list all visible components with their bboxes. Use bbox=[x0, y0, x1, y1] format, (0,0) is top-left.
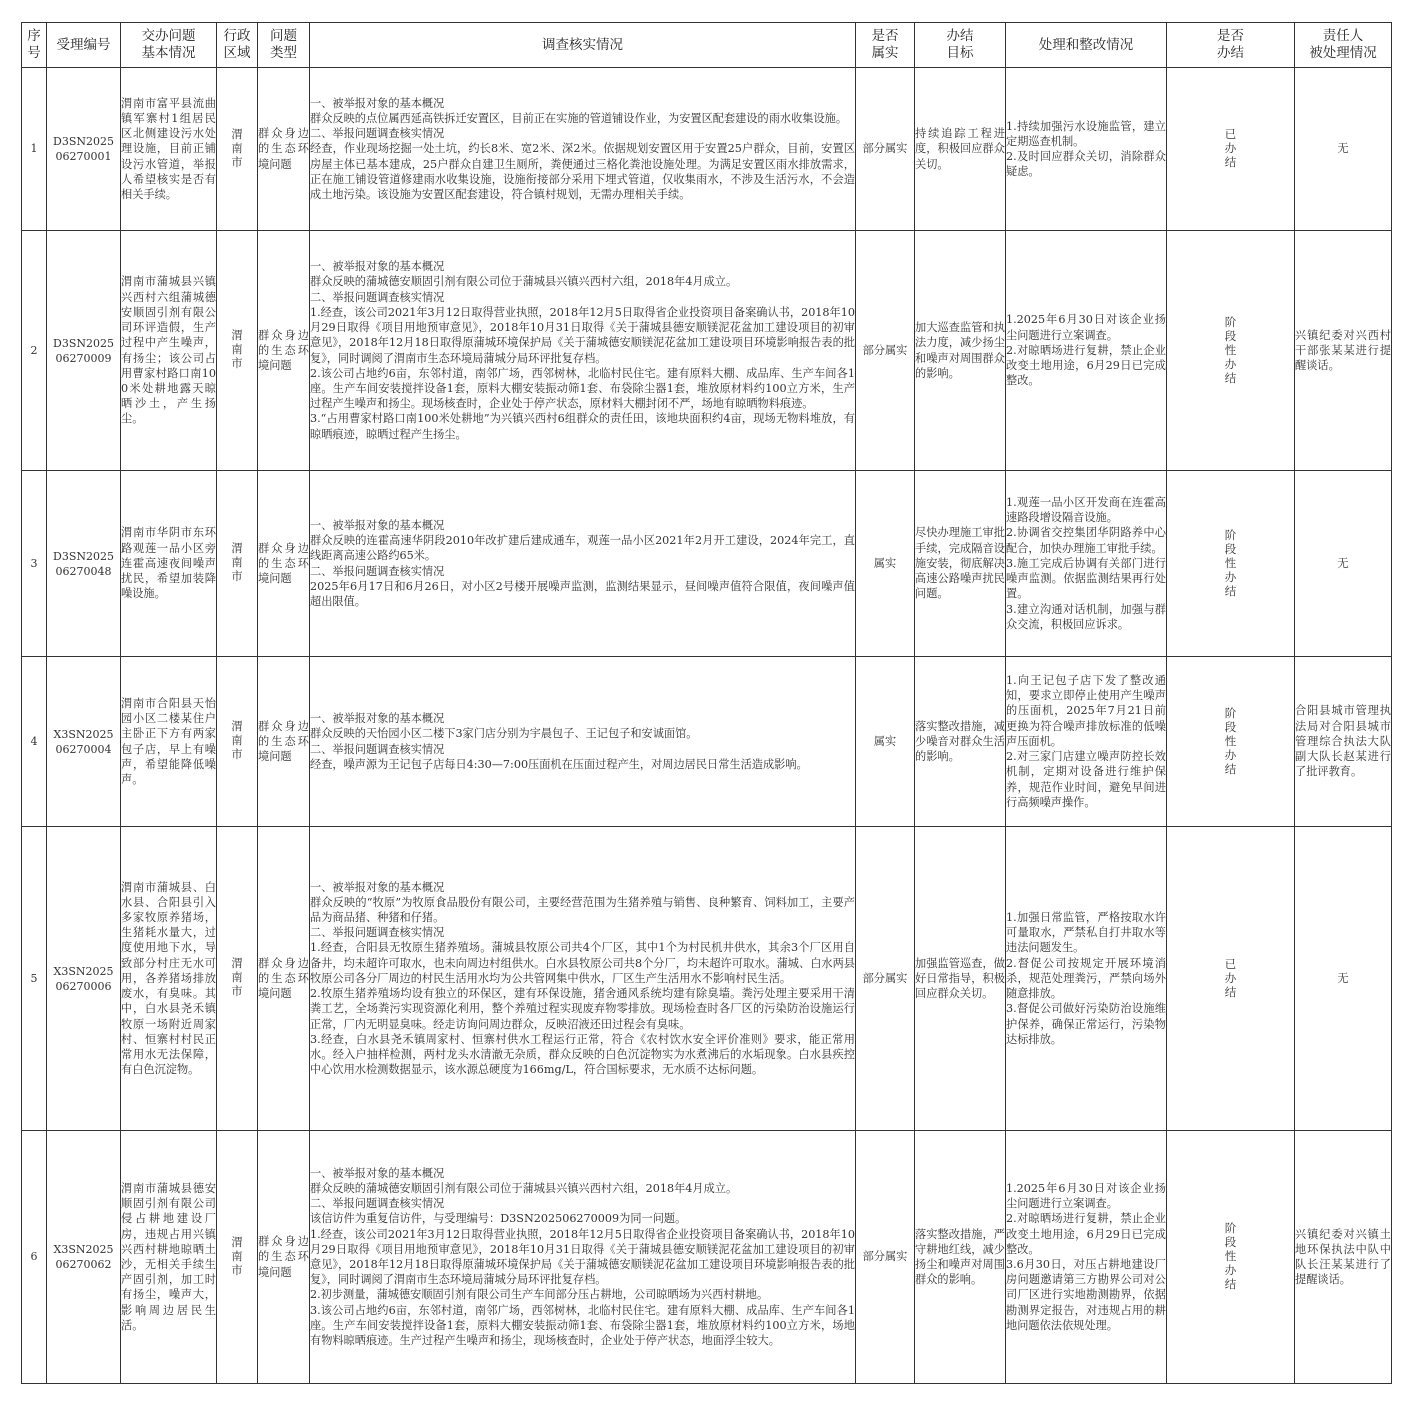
header-id: 受理编号 bbox=[47, 23, 121, 68]
row-closed: 阶段性办结 bbox=[1224, 314, 1237, 385]
row-region-cell bbox=[217, 231, 258, 471]
row-region-cell bbox=[217, 471, 258, 657]
row-issue: 渭南市蒲城县、白水县、合阳县引入多家牧原养猪场，生猪耗水量大，过度使用地下水，导致部分村庄无水可用，各养猪场排放废水，有臭味。其中，白水县尧禾镇牧原一场附近周家村、恒寨村村民正常用水无法保障，有白色沉淀物。 bbox=[121, 827, 217, 1131]
row-id: X3SN2025 06270062 bbox=[47, 1131, 121, 1384]
row-type: 群众身边的生态环境问题 bbox=[258, 1131, 310, 1384]
header-verified: 是否 属实 bbox=[856, 23, 915, 68]
row-seq: 4 bbox=[22, 657, 47, 827]
row-region: 渭南市 bbox=[231, 1235, 243, 1277]
header-type: 问题 类型 bbox=[258, 23, 310, 68]
row-closed: 阶段性办结 bbox=[1224, 527, 1237, 598]
row-type: 群众身边的生态环境问题 bbox=[258, 471, 310, 657]
row-region: 渭南市 bbox=[231, 957, 243, 999]
row-verified: 部分属实 bbox=[856, 827, 915, 1131]
row-goal: 持续追踪工程进度，积极回应群众关切。 bbox=[915, 68, 1006, 231]
header-goal: 办结 目标 bbox=[915, 23, 1006, 68]
row-goal: 落实整改措施，严守耕地红线，减少扬尘和噪声对周围群众的影响。 bbox=[915, 1131, 1006, 1384]
table-row bbox=[22, 68, 1392, 231]
row-closed: 阶段性办结 bbox=[1224, 705, 1237, 776]
row-id: D3SN2025 06270009 bbox=[47, 231, 121, 471]
row-investigation: 一、被举报对象的基本概况 群众反映的点位属西延高铁拆迁安置区，目前正在实施的管道铺设作业，为安置区配套建设的雨水收集设施。 二、举报问题调查核实情况 经查，作业现场挖掘一处土坑，约长8米、宽2米、深2米。依据规划安置区用于安置25户群众，目前，安置区房屋主体已基本建成，25户群众自建卫生厕所，粪便通过三格化粪池设施处理。为满足安置区雨水排放需求，正在施工铺设管道修建雨水收集设施，设施衔接部分采用下埋式管道，仅收集雨水，不涉及生活污水，不会造成土地污染。该设施为安置区配套建设，符合镇村规划，无需办理相关手续。 bbox=[310, 68, 856, 231]
row-closed: 已办结 bbox=[1224, 956, 1237, 999]
row-issue: 渭南市华阴市东环路观莲一品小区旁连霍高速夜间噪声扰民，希望加装降噪设施。 bbox=[121, 471, 217, 657]
row-region-cell bbox=[217, 1131, 258, 1384]
row-verified: 部分属实 bbox=[856, 1131, 915, 1384]
row-seq: 6 bbox=[22, 1131, 47, 1384]
row-region: 渭南市 bbox=[231, 720, 243, 762]
table-row bbox=[22, 231, 1392, 471]
row-closed-cell bbox=[1167, 68, 1295, 231]
row-handling: 1.加强日常监管，严格按取水许可量取水，严禁私自打井取水等违法问题发生。 2.督促公司按规定开展环境消杀，规范处理粪污，严禁向场外随意排放。 3.督促公司做好污染防治设施维护保养，确保正常运行，污染物达标排放。 bbox=[1006, 827, 1167, 1131]
row-goal: 落实整改措施，减少噪音对群众生活的影响。 bbox=[915, 657, 1006, 827]
row-issue: 渭南市蒲城县兴镇兴西村六组蒲城德安顺固引剂有限公司环评造假，生产过程中产生噪声，有扬尘；该公司占用曹家村路口南100米处耕地露天晾晒沙土，产生扬尘。 bbox=[121, 231, 217, 471]
row-type: 群众身边的生态环境问题 bbox=[258, 827, 310, 1131]
row-handling: 1.2025年6月30日对该企业扬尘问题进行立案调查。 2.对晾晒场进行复耕，禁止企业改变土地用途，6月29日已完成整改。 bbox=[1006, 231, 1167, 471]
row-investigation: 一、被举报对象的基本概况 群众反映的蒲城德安顺固引剂有限公司位于蒲城县兴镇兴西村六组，2018年4月成立。 二、举报问题调查核实情况 该信访件为重复信访件，与受理编号：D3SN202506270009为同一问题。 1.经查，该公司2021年3月12日取得营业执照，2018年12月5日取得省企业投资项目备案确认书，2018年10月29日取得《项目用地预审意见》，2018年10月31日取得《关于蒲城县德安顺镁泥花盆加工建设项目的初审意见》，2018年12月18日取得原蒲城环境保护局《关于蒲城德安顺镁泥花盆加工建设项目环境影响报告表的批复》，同时调阅了渭南市生态环境局蒲城分局环评批复存档。 2.初步测量，蒲城德安顺固引剂有限公司生产车间部分压占耕地，公司晾晒场为兴西村耕地。 3.该公司占地约6亩，东邻村道，南邻广场，西邻树林，北临村民住宅。建有原料大棚、成品库、生产车间各1座。生产车间安装搅拌设备1套，原料大棚安装振动筛1套、布袋除尘器1套，堆放原材料约100立方米，场地有物料晾晒痕迹。生产过程产生噪声和扬尘，现场核查时，企业处于停产状态，地面浮尘较大。 bbox=[310, 1131, 856, 1384]
complaint-table bbox=[21, 22, 1392, 1384]
row-id: X3SN2025 06270006 bbox=[47, 827, 121, 1131]
header-closed: 是否 办结 bbox=[1167, 23, 1295, 68]
header-accountability: 责任人 被处理情况 bbox=[1295, 23, 1392, 68]
row-region-cell bbox=[217, 827, 258, 1131]
row-goal: 加大巡查监管和执法力度，减少扬尘和噪声对周围群众的影响。 bbox=[915, 231, 1006, 471]
row-closed-cell bbox=[1167, 471, 1295, 657]
row-investigation: 一、被举报对象的基本概况 群众反映的天怡园小区二楼下3家门店分别为宇晨包子、王记包子和安诚面馆。 二、举报问题调查核实情况 经查，噪声源为王记包子店每日4:30—7:00压面机在压面过程产生，对周边居民日常生活造成影响。 bbox=[310, 657, 856, 827]
header-seq: 序 号 bbox=[22, 23, 47, 68]
row-closed-cell bbox=[1167, 1131, 1295, 1384]
row-id: X3SN2025 06270004 bbox=[47, 657, 121, 827]
row-type: 群众身边的生态环境问题 bbox=[258, 68, 310, 231]
row-investigation: 一、被举报对象的基本概况 群众反映的“牧原”为牧原食品股份有限公司，主要经营范围为生猪养殖与销售、良种繁育、饲料加工，主要产品为商品猪、种猪和仔猪。 二、举报问题调查核实情况 1.经查，合阳县无牧原生猪养殖场。蒲城县牧原公司共4个厂区，其中1个为村民机井供水，其余3个厂区用自备井，均未超许可取水，也未向周边村组供水。白水县牧原公司共8个分厂，均未超许可取水。蒲城、白水两县牧原公司各分厂周边的村民生活用水均为公共管网集中供水，厂区生产生活用水不影响村民生活。 2.牧原生猪养殖场均设有独立的环保区，建有环保设施，猪舍通风系统均建有除臭墙。粪污处理主要采用干清粪工艺，全场粪污实现资源化利用，整个养殖过程实现废弃物零排放。现场检查时各厂区的污染防治设施运行正常，厂内无明显臭味。经走访询问周边群众，反映沼液还田过程会有臭味。 3.经查，白水县尧禾镇周家村、恒寨村供水工程运行正常，符合《农村饮水安全评价准则》要求，能正常用水。经入户抽样检测，两村龙头水清澈无杂质，群众反映的白色沉淀物实为水煮沸后的水垢现象。白水县疾控中心饮用水检测数据显示，该水源总硬度为166mg/L，符合国标要求，无水质不达标问题。 bbox=[310, 827, 856, 1131]
row-region: 渭南市 bbox=[231, 542, 243, 584]
row-closed-cell bbox=[1167, 657, 1295, 827]
row-handling: 1.观莲一品小区开发商在连霍高速路段增设隔音设施。 2.协调省交控集团华阴路养中心配合，加快办理施工审批手续。 3.施工完成后协调有关部门进行噪声监测。依据监测结果再行处置。 3.建立沟通对话机制，加强与群众交流，积极回应诉求。 bbox=[1006, 471, 1167, 657]
row-verified: 部分属实 bbox=[856, 68, 915, 231]
header-region: 行政 区域 bbox=[217, 23, 258, 68]
row-type: 群众身边的生态环境问题 bbox=[258, 231, 310, 471]
header-row bbox=[22, 23, 1392, 68]
row-handling: 1.2025年6月30日对该企业扬尘问题进行立案调查。 2.对晾晒场进行复耕，禁止企业改变土地用途，6月29日已完成整改。 3.6月30日，对压占耕地建设厂房问题邀请第三方勘界公司对公司厂区进行实地勘测勘界，依据勘测界定报告，对违规占用的耕地问题依法依规处理。 bbox=[1006, 1131, 1167, 1384]
row-investigation: 一、被举报对象的基本概况 群众反映的连霍高速华阴段2010年改扩建后建成通车，观莲一品小区2021年2月开工建设，2024年完工，直线距离高速公路约65米。 二、举报问题调查核实情况 2025年6月17日和6月26日，对小区2号楼开展噪声监测，监测结果显示，昼间噪声值符合限值，夜间噪声值超出限值。 bbox=[310, 471, 856, 657]
row-accountability: 兴镇纪委对兴镇土地环保执法中队中队长汪某某进行了提醒谈话。 bbox=[1295, 1131, 1392, 1384]
header-issue: 交办问题 基本情况 bbox=[121, 23, 217, 68]
row-closed: 已办结 bbox=[1224, 127, 1237, 170]
row-id: D3SN2025 06270048 bbox=[47, 471, 121, 657]
row-seq: 3 bbox=[22, 471, 47, 657]
row-investigation: 一、被举报对象的基本概况 群众反映的蒲城德安顺固引剂有限公司位于蒲城县兴镇兴西村六组，2018年4月成立。 二、举报问题调查核实情况 1.经查，该公司2021年3月12日取得营业执照，2018年12月5日取得省企业投资项目备案确认书，2018年10月29日取得《项目用地预审意见》，2018年10月31日取得《关于蒲城县德安顺镁泥花盆加工建设项目的初审意见》，2018年12月18日取得原蒲城环境保护局《关于蒲城德安顺镁泥花盆加工建设项目环境影响报告表的批复》，同时调阅了渭南市生态环境局蒲城分局环评批复存档。 2.该公司占地约6亩，东邻村道，南邻广场，西邻树林，北临村民住宅。建有原料大棚、成品库、生产车间各1座。生产车间安装搅拌设备1套，原料大棚安装振动筛1套、布袋除尘器1套，堆放原材料约100立方米，生产过程产生噪声和扬尘。现场核查时，企业处于停产状态，原材料大棚封闭不严，场地有晾晒物料痕迹。 3.“占用曹家村路口南100米处耕地”为兴镇兴西村6组群众的责任田，该地块面积约4亩，现场无物料堆放，有晾晒痕迹，晾晒过程产生扬尘。 bbox=[310, 231, 856, 471]
row-accountability: 无 bbox=[1295, 471, 1392, 657]
header-investigation: 调查核实情况 bbox=[310, 23, 856, 68]
row-closed: 阶段性办结 bbox=[1224, 1221, 1237, 1292]
row-type: 群众身边的生态环境问题 bbox=[258, 657, 310, 827]
row-region-cell bbox=[217, 68, 258, 231]
table-row bbox=[22, 827, 1392, 1131]
row-region: 渭南市 bbox=[231, 329, 243, 371]
row-accountability: 合阳县城市管理执法局对合阳县城市管理综合执法大队副大队长赵某进行了批评教育。 bbox=[1295, 657, 1392, 827]
row-closed-cell bbox=[1167, 827, 1295, 1131]
row-region: 渭南市 bbox=[231, 127, 243, 169]
row-closed-cell bbox=[1167, 231, 1295, 471]
row-accountability: 无 bbox=[1295, 827, 1392, 1131]
row-seq: 1 bbox=[22, 68, 47, 231]
row-verified: 属实 bbox=[856, 657, 915, 827]
row-issue: 渭南市蒲城县德安顺固引剂有限公司侵占耕地建设厂房，违规占用兴镇兴西村耕地晾晒土沙，无相关手续生产固引剂，加工时有扬尘，噪声大，影响周边居民生活。 bbox=[121, 1131, 217, 1384]
row-accountability: 无 bbox=[1295, 68, 1392, 231]
row-seq: 5 bbox=[22, 827, 47, 1131]
row-region-cell bbox=[217, 657, 258, 827]
row-accountability: 兴镇纪委对兴西村干部张某某进行提醒谈话。 bbox=[1295, 231, 1392, 471]
header-handling: 处理和整改情况 bbox=[1006, 23, 1167, 68]
row-issue: 渭南市合阳县天怡园小区二楼某住户主卧正下方有两家包子店，早上有噪声，希望能降低噪声。 bbox=[121, 657, 217, 827]
row-issue: 渭南市富平县流曲镇军寨村1组居民区北侧建设污水处理设施，目前正铺设污水管道，举报人希望核实是否有相关手续。 bbox=[121, 68, 217, 231]
row-goal: 加强监管巡查，做好日常指导，积极回应群众关切。 bbox=[915, 827, 1006, 1131]
table-row bbox=[22, 471, 1392, 657]
row-verified: 部分属实 bbox=[856, 231, 915, 471]
row-goal: 尽快办理施工审批手续，完成隔音设施安装，彻底解决高速公路噪声扰民问题。 bbox=[915, 471, 1006, 657]
row-handling: 1.向王记包子店下发了整改通知，要求立即停止使用产生噪声的压面机，2025年7月21日前更换为符合噪声排放标准的低噪声压面机。 2.对三家门店建立噪声防控长效机制，定期对设备进行维护保养，规范作业时间，避免早间进行高频噪声操作。 bbox=[1006, 657, 1167, 827]
row-handling: 1.持续加强污水设施监管，建立定期巡查机制。 2.及时回应群众关切，消除群众疑虑。 bbox=[1006, 68, 1167, 231]
table-row bbox=[22, 1131, 1392, 1384]
row-id: D3SN2025 06270001 bbox=[47, 68, 121, 231]
row-verified: 属实 bbox=[856, 471, 915, 657]
row-seq: 2 bbox=[22, 231, 47, 471]
table-row bbox=[22, 657, 1392, 827]
